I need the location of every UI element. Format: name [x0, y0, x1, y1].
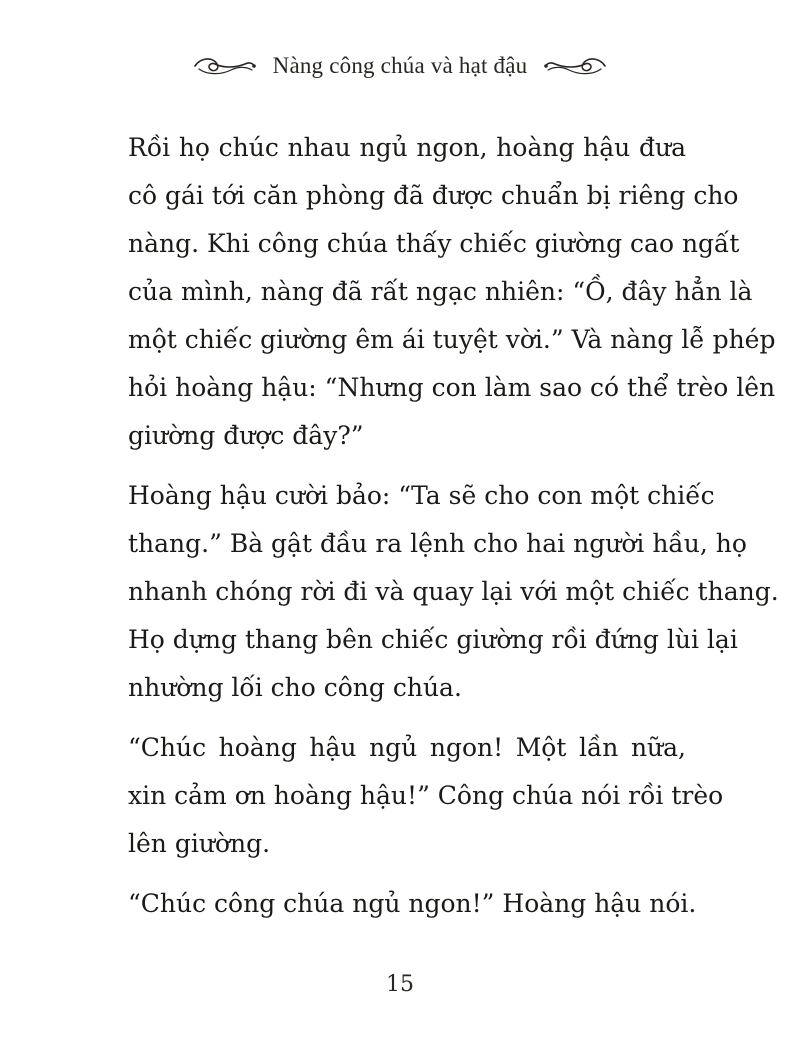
paragraph: [128, 724, 724, 868]
running-title: Nàng công chúa và hạt đậu: [272, 53, 528, 78]
paragraph: [128, 124, 776, 460]
text-line: giường được đây?”: [128, 421, 364, 450]
text-line: “Chúc công chúa ngủ ngon!” Hoàng hậu nói.: [128, 889, 697, 918]
text-line: nàng. Khi công chúa thấy chiếc giường cao ngất: [128, 229, 740, 258]
paragraph: [128, 880, 697, 928]
text-line: hỏi hoàng hậu: “Nhưng con làm sao có thể trèo lên: [128, 373, 776, 402]
flourish-ornament-icon: [543, 53, 609, 79]
page-number: 15: [386, 972, 414, 997]
text-line: “Chúc hoàng hậu ngủ ngon! Một lần nữa,: [128, 733, 686, 762]
text-line: một chiếc giường êm ái tuyệt vời.” Và nàng lễ phép: [128, 325, 776, 354]
text-line: xin cảm ơn hoàng hậu!” Công chúa nói rồi trèo: [128, 781, 724, 810]
text-line: cô gái tới căn phòng đã được chuẩn bị riêng cho: [128, 181, 739, 210]
running-header: [0, 44, 800, 88]
flourish-ornament-icon: [191, 53, 257, 79]
text-line: lên giường.: [128, 829, 271, 858]
text-line: Rồi họ chúc nhau ngủ ngon, hoàng hậu đưa: [128, 133, 686, 162]
text-line: nhanh chóng rời đi và quay lại với một chiếc thang.: [128, 577, 779, 606]
story-text: [128, 124, 779, 940]
text-line: thang.” Bà gật đầu ra lệnh cho hai người hầu, họ: [128, 529, 747, 558]
text-line: của mình, nàng đã rất ngạc nhiên: “Ồ, đây hẳn là: [128, 277, 753, 306]
text-line: Họ dựng thang bên chiếc giường rồi đứng lùi lại: [128, 625, 738, 654]
text-line: nhường lối cho công chúa.: [128, 673, 462, 702]
paragraph: [128, 472, 779, 712]
text-line: Hoàng hậu cười bảo: “Ta sẽ cho con một chiếc: [128, 481, 715, 510]
